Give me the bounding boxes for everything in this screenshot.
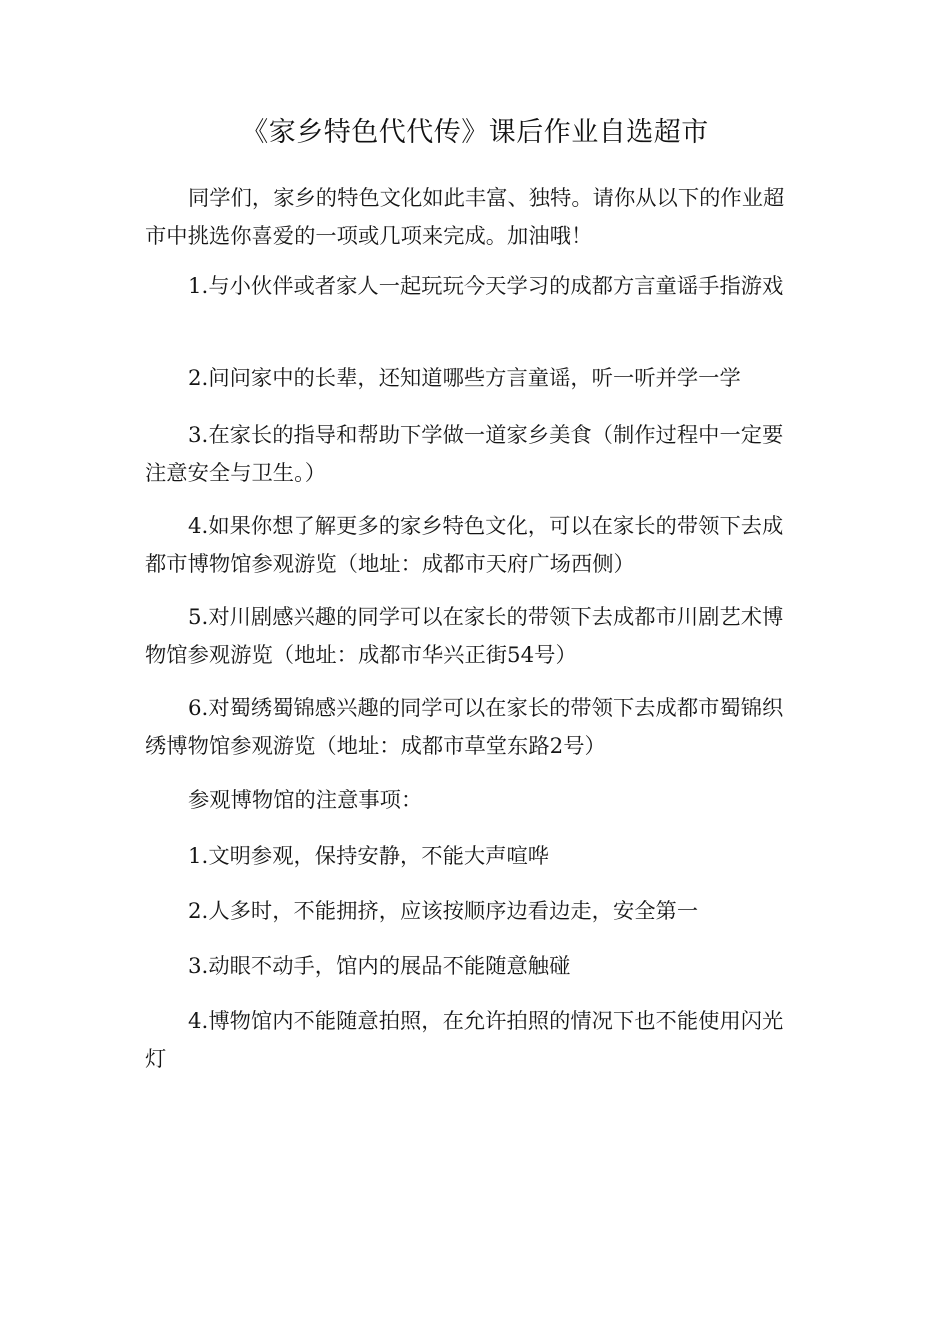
note-item-4: [145, 1003, 795, 1079]
task-item-1: [145, 268, 795, 306]
task-item-2: [145, 360, 795, 398]
task-item-3: [145, 417, 795, 493]
task-text: 1.与小伙伴或者家人一起玩玩今天学习的成都方言童谣手指游戏: [188, 274, 784, 299]
task-item-4: [145, 508, 795, 584]
intro-paragraph: [145, 180, 795, 256]
task-text: 3.在家长的指导和帮助下学做一道家乡美食（制作过程中一定要注意安全与卫生。）: [145, 423, 784, 486]
notes-heading-text: 参观博物馆的注意事项：: [188, 788, 423, 813]
notes-heading: [145, 782, 795, 820]
task-text: 5.对川剧感兴趣的同学可以在家长的带领下去成都市川剧艺术博物馆参观游览（地址：成都市华兴正街54号）: [145, 605, 784, 668]
note-text: 2.人多时，不能拥挤，应该按顺序边看边走，安全第一: [188, 899, 699, 924]
note-text: 4.博物馆内不能随意拍照，在允许拍照的情况下也不能使用闪光灯: [145, 1009, 784, 1072]
task-item-6: [145, 690, 795, 766]
task-text: 4.如果你想了解更多的家乡特色文化，可以在家长的带领下去成都市博物馆参观游览（地址：成都市天府广场西侧）: [145, 514, 784, 577]
task-text: 2.问问家中的长辈，还知道哪些方言童谣，听一听并学一学: [188, 366, 741, 391]
task-item-5: [145, 599, 795, 675]
task-text: 6.对蜀绣蜀锦感兴趣的同学可以在家长的带领下去成都市蜀锦织绣博物馆参观游览（地址：成都市草堂东路2号）: [145, 696, 784, 759]
note-item-1: [145, 838, 795, 876]
note-item-2: [145, 893, 795, 931]
document-title: 《家乡特色代代传》课后作业自选超市: [241, 117, 709, 148]
note-text: 1.文明参观，保持安静，不能大声喧哗: [188, 844, 550, 869]
intro-text: 同学们，家乡的特色文化如此丰富、独特。请你从以下的作业超市中挑选你喜爱的一项或几项来完成。加油哦！: [145, 186, 785, 249]
note-item-3: [145, 948, 795, 986]
note-text: 3.动眼不动手，馆内的展品不能随意触碰: [188, 954, 571, 979]
